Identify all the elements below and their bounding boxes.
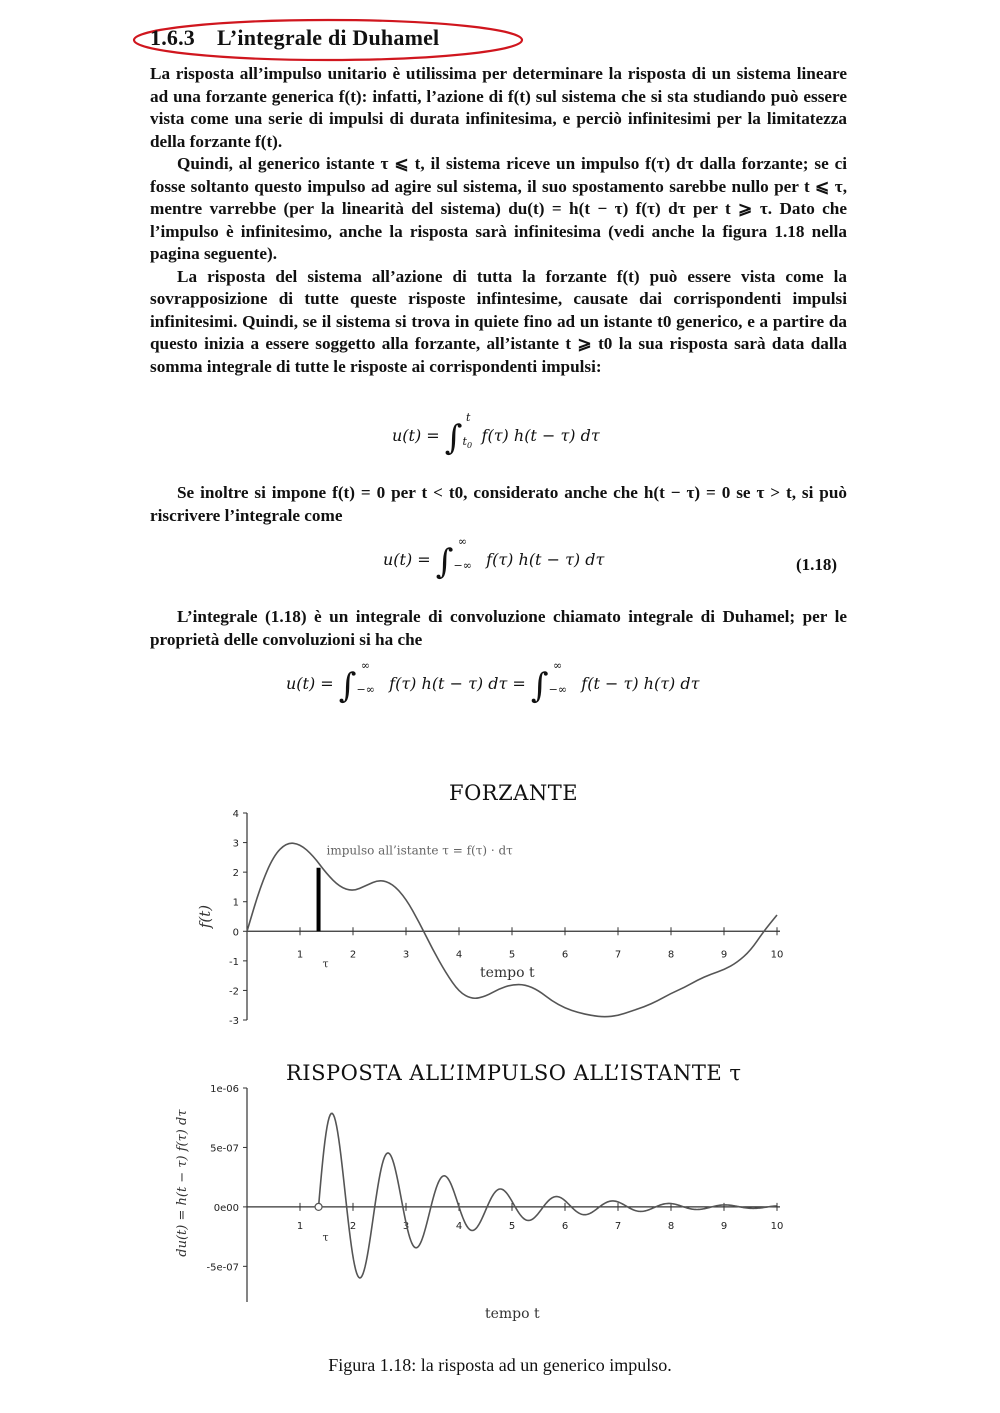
section-number: 1.6.3: [150, 25, 195, 50]
x-tick-label: 7: [614, 949, 622, 961]
x-tick-label: 8: [667, 949, 675, 961]
paragraph-3: La risposta del sistema all’azione di tutta la forzante f(t) può essere vista come la sovrapposizione di tutte queste risposte infintesime, causate dai corrispondenti impulsi infinitesimi. Quindi, se il sistema si trova in quiete fino ad un istante t0 generico, e a partire da questo inizia a essere soggetto alla forzante, all’istante t ⩾ t0 la sua risposta sarà data dalla somma integrale di tutte le risposte ai corrispondenti impulsi:: [150, 266, 847, 376]
y-tick-label: -1: [229, 956, 239, 968]
x-tick-label: 4: [455, 1220, 463, 1232]
x-tick-label: 4: [455, 949, 463, 961]
y-axis-label: f(t): [196, 904, 214, 929]
response-curve: [319, 1113, 777, 1277]
x-tick-label: 6: [561, 949, 569, 961]
x-tick-label: 1: [296, 949, 304, 961]
x-tick-label: 9: [720, 1220, 728, 1232]
x-tick-label: 6: [561, 1220, 569, 1232]
x-tick-label: 2: [349, 949, 357, 961]
equation-1: $u(t) = \int_{t_0}^t$ f(τ) h(t − τ) dτ: [392, 410, 600, 458]
x-tick-label: 3: [402, 1220, 410, 1232]
x-tick-label: 5: [508, 1220, 516, 1232]
y-tick-label: 0: [232, 927, 239, 939]
paragraph-1: La risposta all’impulso unitario è utilissima per determinare la risposta di un sistema lineare ad una forzante generica f(t): infatti, l’azione di f(t) sul sistema che si sta studiando può essere vista come una serie di impulsi di durata infinitesima, e perciò infinitesimi per la limitatezza della forzante f(t).: [150, 64, 847, 151]
x-tick-label: 9: [720, 949, 728, 961]
response-chart-title: RISPOSTA ALL’IMPULSO ALL’ISTANTE τ: [286, 1061, 742, 1085]
equation-number: (1.18): [796, 555, 838, 574]
x-tick-label: 10: [770, 1220, 784, 1232]
equation-3: $u(t) = \int_{-\infty}^\infty$ f(τ) h(t − τ) $d\tau = \int_{-\infty}^\infty$ f(t − τ) h(τ) dτ: [286, 658, 700, 706]
paragraph-2: Quindi, al generico istante τ ⩽ t, il sistema riceve un impulso f(τ) dτ dalla forzante; se ci fosse soltanto questo impulso ad agire sul sistema, il suo spostamento sarebbe nullo per t ⩽ τ, mentre varrebbe (per la linearità del sistema) du(t) = h(t − τ) f(τ) dτ per t ⩾ τ. Dato che l’impulso è infinitesimo, anche la risposta sarà infinitesima (vedi anche la figura 1.18 nella pagina seguente).: [150, 154, 847, 263]
x-axis-label: tempo t: [480, 965, 535, 981]
x-axis-label: tempo t: [485, 1306, 540, 1322]
y-tick-label: 4: [232, 809, 239, 820]
y-tick-label: 5e-07: [210, 1143, 239, 1155]
x-tick-label: 7: [614, 1220, 622, 1232]
forcing-chart-title: FORZANTE: [449, 781, 579, 805]
y-tick-label: 0e00: [213, 1202, 239, 1214]
section-title-text: L’integrale di Duhamel: [217, 25, 440, 50]
x-tick-label: 5: [508, 949, 516, 961]
tau-label: τ: [322, 1230, 329, 1244]
paragraph-5: L’integrale (1.18) è un integrale di convoluzione chiamato integrale di Duhamel; per le proprietà delle convoluzioni si ha che: [150, 607, 847, 649]
y-tick-label: 1: [232, 897, 239, 909]
impulse-annotation: impulso all’istante τ = f(τ) · dτ: [326, 843, 513, 858]
y-axis-label: du(t) = h(t − τ) f(τ) dτ: [175, 1109, 190, 1257]
response-start-marker: [315, 1203, 322, 1210]
y-tick-label: -2: [229, 986, 239, 998]
y-tick-label: 3: [232, 838, 239, 850]
y-tick-label: 1e-06: [210, 1084, 239, 1095]
paragraph-4: Se inoltre si impone f(t) = 0 per t < t0, considerato anche che h(t − τ) = 0 se τ > t, si può riscrivere l’integrale come: [150, 483, 847, 525]
x-tick-label: 1: [296, 1220, 304, 1232]
tau-label: τ: [322, 957, 329, 971]
y-tick-label: -5e-07: [206, 1262, 239, 1274]
x-tick-label: 2: [349, 1220, 357, 1232]
x-tick-label: 3: [402, 949, 410, 961]
y-tick-label: -3: [229, 1016, 239, 1027]
x-tick-label: 8: [667, 1220, 675, 1232]
figure-caption: Figura 1.18: la risposta ad un generico impulso.: [328, 1355, 672, 1375]
equation-2: $u(t) = \int_{-\infty}^\infty$ f(τ) h(t − τ) dτ: [383, 534, 605, 582]
y-tick-label: 2: [232, 868, 239, 880]
x-tick-label: 10: [770, 949, 784, 961]
